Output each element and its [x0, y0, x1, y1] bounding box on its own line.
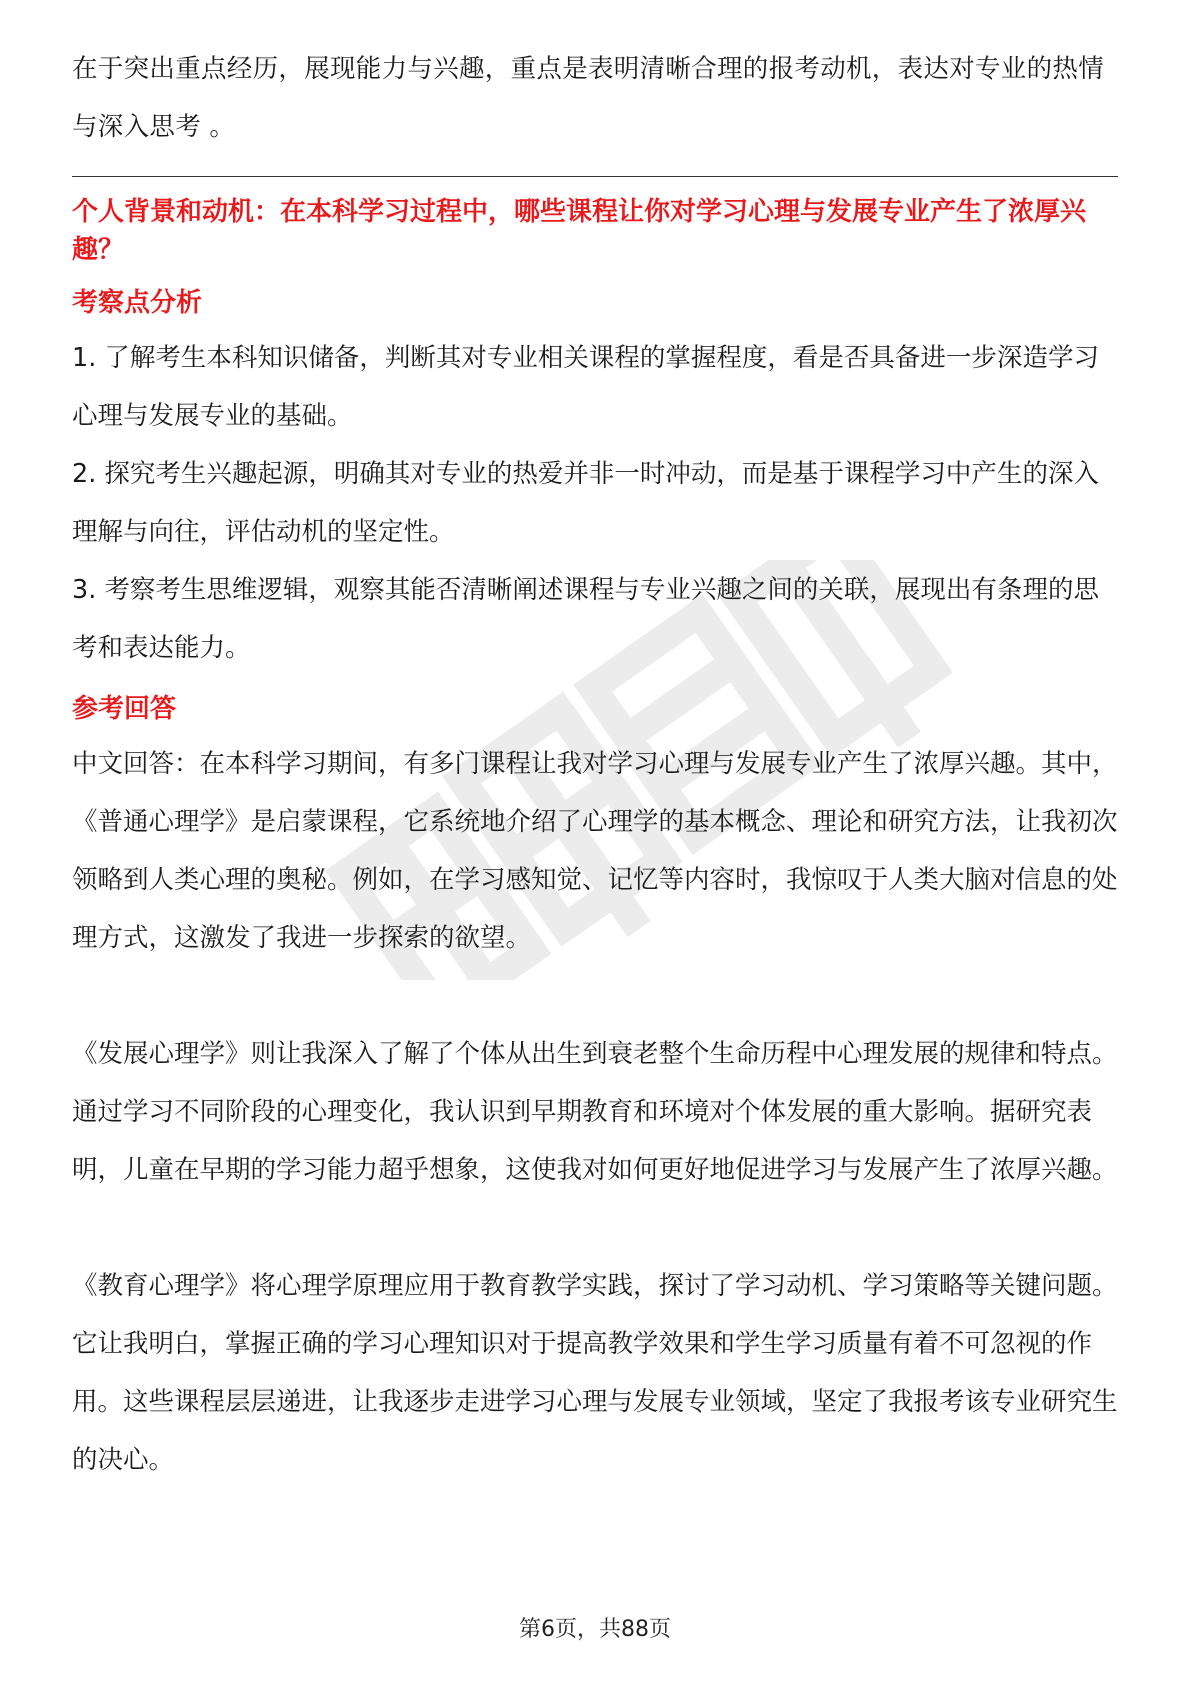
answer-paragraph-2: 《发展心理学》则让我深入了解了个体从出生到衰老整个生命历程中心理发展的规律和特点。通过学习不同阶段的心理变化，我认识到早期教育和环境对个体发展的重大影响。据研究表明，儿童在早期的学习能力超乎想象，这使我对如何更好地促进学习与发展产生了浓厚兴趣。 [72, 1039, 1118, 1185]
section-divider [72, 176, 1118, 177]
question-heading: 个人背景和动机：在本科学习过程中，哪些课程让你对学习心理与发展专业产生了浓厚兴趣？ [72, 197, 1087, 265]
answer-paragraph-3: 《教育心理学》将心理学原理应用于教育教学实践，探讨了学习动机、学习策略等关键问题。它让我明白，掌握正确的学习心理知识对于提高教学效果和学生学习质量有着不可忽视的作用。这些课程层层递进，让我逐步走进学习心理与发展专业领域，坚定了我报考该专业研究生的决心。 [72, 1271, 1118, 1475]
page-footer: 第6页，共88页 [519, 1617, 671, 1642]
answer-paragraph-1: 中文回答：在本科学习期间，有多门课程让我对学习心理与发展专业产生了浓厚兴趣。其中，《普通心理学》是启蒙课程，它系统地介绍了心理学的基本概念、理论和研究方法，让我初次领略到人类心理的奥秘。例如，在学习感知觉、记忆等内容时，我惊叹于人类大脑对信息的处理方式，这激发了我进一步探索的欲望。 [72, 749, 1118, 953]
analysis-item-3: 3. 考察考生思维逻辑，观察其能否清晰阐述课程与专业兴趣之间的关联，展现出有条理的思考和表达能力。 [72, 575, 1099, 663]
intro-paragraph: 在于突出重点经历，展现能力与兴趣，重点是表明清晰合理的报考动机，表达对专业的热情与深入思考 。 [72, 54, 1105, 142]
page-content [72, 40, 1118, 1489]
answer-title: 参考回答 [72, 694, 177, 724]
analysis-item-1: 1. 了解考生本科知识储备，判断其对专业相关课程的掌握程度，看是否具备进一步深造学习心理与发展专业的基础。 [72, 343, 1099, 431]
analysis-item-2: 2. 探究考生兴趣起源，明确其对专业的热爱并非一时冲动，而是基于课程学习中产生的深入理解与向往，评估动机的坚定性。 [72, 459, 1099, 547]
analysis-title: 考察点分析 [72, 288, 203, 318]
paragraph-gap [72, 1199, 1118, 1257]
paragraph-gap [72, 967, 1118, 1025]
